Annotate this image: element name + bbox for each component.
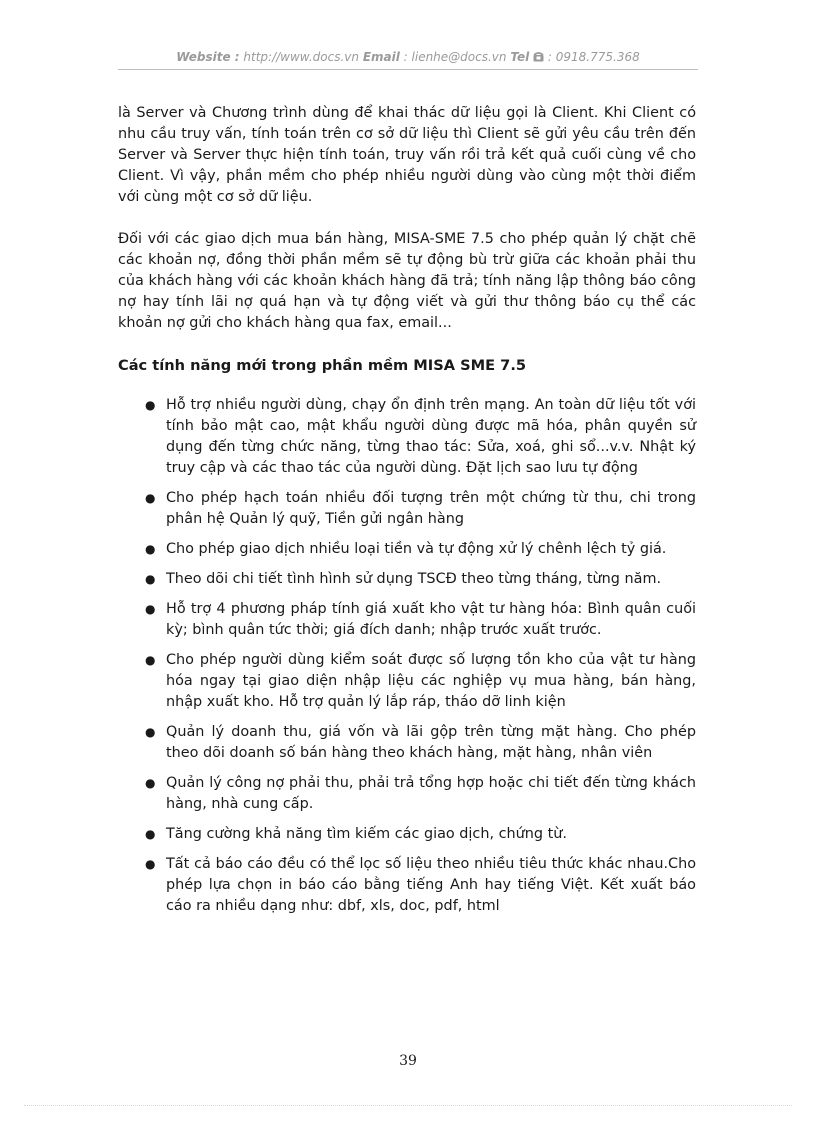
bullet-icon: ●: [145, 725, 156, 739]
list-item: ● Quản lý công nợ phải thu, phải trả tổng hợp hoặc chi tiết đến từng khách hàng, nhà cung cấp.: [145, 775, 696, 812]
website-label: Website :: [176, 50, 240, 64]
paragraph-1: là Server và Chương trình dùng để khai thác dữ liệu gọi là Client. Khi Client có nhu cầu truy vấn, tính toán trên cơ sở dữ liệu thì Client sẽ gửi yêu cầu trên đến Server và Server thực hiện tính toán, truy vấn rồi trả kết quả cuối cùng về cho Client. Vì vậy, phần mềm cho phép nhiều người dùng vào cùng một thời điểm với cùng một cơ sở dữ liệu.: [118, 105, 696, 205]
list-item: ● Quản lý doanh thu, giá vốn và lãi gộp trên từng mặt hàng. Cho phép theo dõi doanh số bán hàng theo khách hàng, mặt hàng, nhân viên: [145, 724, 696, 761]
list-item: ● Tất cả báo cáo đều có thể lọc số liệu theo nhiều tiêu thức khác nhau.Cho phép lựa chọn in báo cáo bằng tiếng Anh hay tiếng Việt. Kết xuất báo cáo ra nhiều dạng như: dbf, xls, doc, pdf, html: [145, 856, 696, 914]
bullet-icon: ●: [145, 602, 156, 616]
page-number: 39: [399, 1053, 417, 1069]
page-header: [118, 50, 698, 65]
bullet-icon: ●: [145, 491, 156, 505]
list-item: ● Hỗ trợ nhiều người dùng, chạy ổn định trên mạng. An toàn dữ liệu tốt với tính bảo mật cao, mật khẩu người dùng được mã hóa, phân quyền sử dụng đến từng chức năng, từng thao tác: Sửa, xoá, ghi sổ...v.v. Nhật ký truy cập và các thao tác của người dùng. Đặt lịch sao lưu tự động: [145, 397, 696, 476]
list-item: ● Cho phép người dùng kiểm soát được số lượng tồn kho của vật tư hàng hóa ngay tại giao diện nhập liệu các nghiệp vụ mua hàng, bán hàng, nhập xuất kho. Hỗ trợ quản lý lắp ráp, tháo dỡ linh kiện: [145, 652, 696, 710]
email-value[interactable]: : lienhe@docs.vn: [403, 50, 507, 64]
paragraph-2: Đối với các giao dịch mua bán hàng, MISA-SME 7.5 cho phép quản lý chặt chẽ các khoản nợ, đồng thời phần mềm sẽ tự động bù trừ giữa các khoản phải thu của khách hàng với các khoản khách hàng đã trả; tính năng lập thông báo công nợ hay tính lãi nợ quá hạn và tự động viết và gửi thư thông báo cụ thể các khoản nợ gửi cho khách hàng qua fax, email...: [118, 231, 696, 331]
footer-divider: [24, 1105, 792, 1106]
list-item: ● Tăng cường khả năng tìm kiếm các giao dịch, chứng từ.: [118, 824, 696, 845]
list-item: ● Cho phép giao dịch nhiều loại tiền và tự động xử lý chênh lệch tỷ giá.: [118, 539, 696, 560]
bullet-icon: ●: [145, 827, 156, 841]
bullet-icon: ●: [145, 542, 156, 556]
bullet-icon: ●: [145, 572, 156, 586]
bullet-icon: ●: [145, 653, 156, 667]
bullet-icon: ●: [145, 398, 156, 412]
website-url[interactable]: http://www.docs.vn: [243, 50, 359, 64]
email-label: Email: [362, 50, 400, 64]
list-item: ● Hỗ trợ 4 phương pháp tính giá xuất kho vật tư hàng hóa: Bình quân cuối kỳ; bình quân tức thời; giá đích danh; nhập trước xuất trước.: [145, 601, 696, 638]
tel-value: : 0918.775.368: [547, 50, 640, 64]
list-item: ● Theo dõi chi tiết tình hình sử dụng TSCĐ theo từng tháng, từng năm.: [118, 569, 696, 590]
list-item: ● Cho phép hạch toán nhiều đối tượng trên một chứng từ thu, chi trong phân hệ Quản lý quỹ, Tiền gửi ngân hàng: [145, 490, 696, 527]
bullet-icon: ●: [145, 776, 156, 790]
bullet-icon: ●: [145, 857, 156, 871]
header-divider: [118, 69, 698, 70]
document-body: [118, 103, 696, 926]
phone-icon: [533, 51, 544, 65]
section-heading: Các tính năng mới trong phần mềm MISA SME 7.5: [118, 357, 527, 374]
feature-list: [118, 395, 696, 917]
tel-label: Tel: [510, 50, 530, 64]
